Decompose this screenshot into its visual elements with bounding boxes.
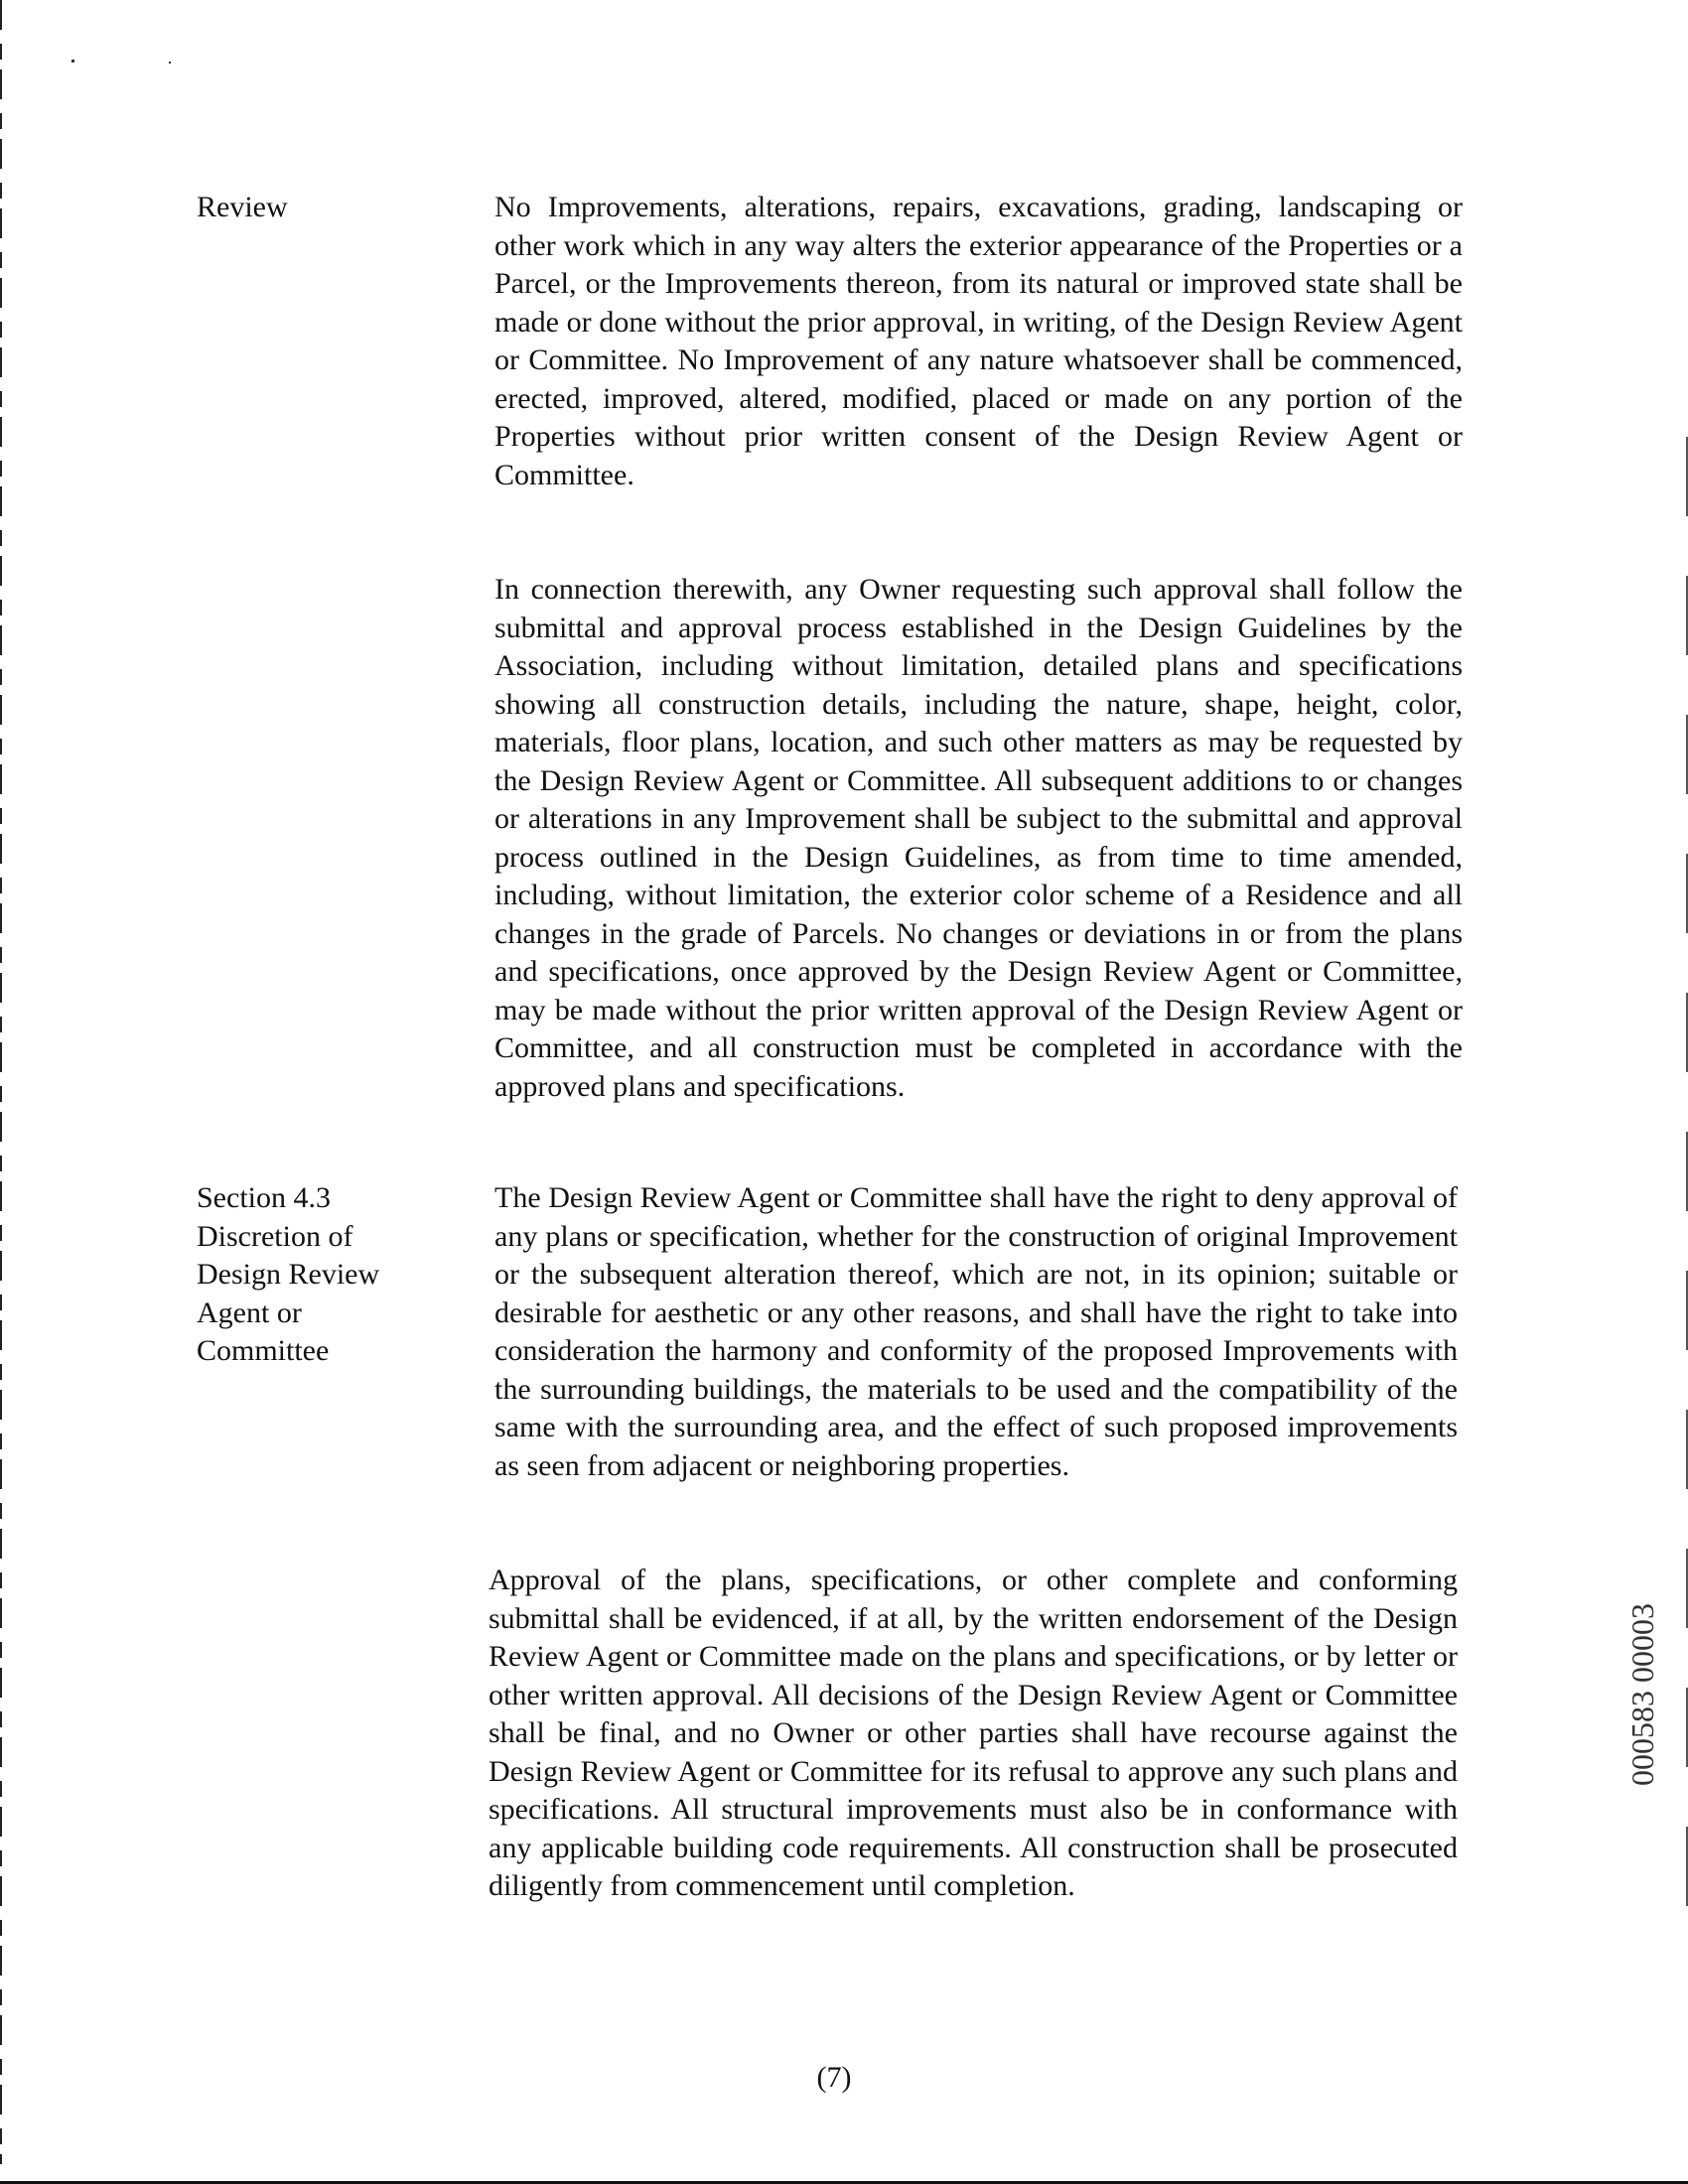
paragraph-submittal-process: In connection therewith, any Owner requesting such approval shall follow the submittal and approval process established in the Design Guidelines by the Association, including without limitation, detailed plans and specifications showing all construction details, including the nature, shape, height, color, materials, floor plans, location, and such other matters as may be requested by the Design Review Agent or Committee. All subsequent additions to or changes or alterations in any Improvement shall be subject to the submittal and approval process outlined in the Design Guidelines, as from time to time amended, including, without limitation, the exterior color scheme of a Residence and all changes in the grade of Parcels. No changes or deviations in or from the plans and specifications, once approved by the Design Review Agent or Committee, may be made without the prior written approval of the Design Review Agent or Committee, and all construction must be completed in accordance with the approved plans and specifications. — [494, 573, 1463, 1103]
margin-heading-line: Section 4.3 — [197, 1181, 331, 1214]
margin-heading-section-4-3 — [197, 1179, 425, 1371]
paragraph-approval-evidence: Approval of the plans, specifications, or other complete and conforming submittal shall be evidenced, if at all, by the written endorsement of the Design Review Agent or Committee made on the plans and specifications, or by letter or other written approval. All decisions of the Design Review Agent or Committee shall be final, and no Owner or other parties shall have recourse against the Design Review Agent or Committee for its refusal to approve any such plans and specifications. All structural improvements must also be in conformance with any applicable building code requirements. All construction shall be prosecuted diligently from commencement until completion. — [489, 1564, 1458, 1902]
scan-speck — [71, 60, 74, 63]
scan-edge-left — [0, 0, 2, 2164]
scan-speck — [169, 62, 171, 64]
paragraph-discretion: The Design Review Agent or Committee shall have the right to deny approval of any plans or specification, whether for the construction of original Improvement or the subsequent alteration thereof, which are not, in its opinion; suitable or desirable for aesthetic or any other reasons, and shall have the right to take into consideration the harmony and conformity of the proposed Improvements with the surrounding buildings, the materials to be used and the compatibility of the same with the surrounding area, and the effect of such proposed improvements as seen from adjacent or neighboring properties. — [494, 1181, 1458, 1482]
margin-heading-line: Design Review — [197, 1258, 380, 1291]
paragraph-review-prior-approval: No Improvements, alterations, repairs, excavations, grading, landscaping or other work which in any way alters the exterior appearance of the Properties or a Parcel, or the Improvements thereon, from its natural or improved state shall be made or done without the prior approval, in writing, of the Design Review Agent or Committee. No Improvement of any nature whatsoever shall be commenced, erected, improved, altered, modified, placed or made on any portion of the Properties without prior written consent of the Design Review Agent or Committee. — [494, 191, 1463, 491]
margin-heading-review: Review — [197, 191, 288, 223]
document-number: 000583 00003 — [1624, 1603, 1660, 1786]
margin-heading-line: Discretion of — [197, 1219, 353, 1253]
margin-heading-line: Agent or — [197, 1296, 302, 1329]
page-number: (7) — [816, 2061, 852, 2094]
margin-heading-line: Committee — [197, 1334, 330, 1367]
